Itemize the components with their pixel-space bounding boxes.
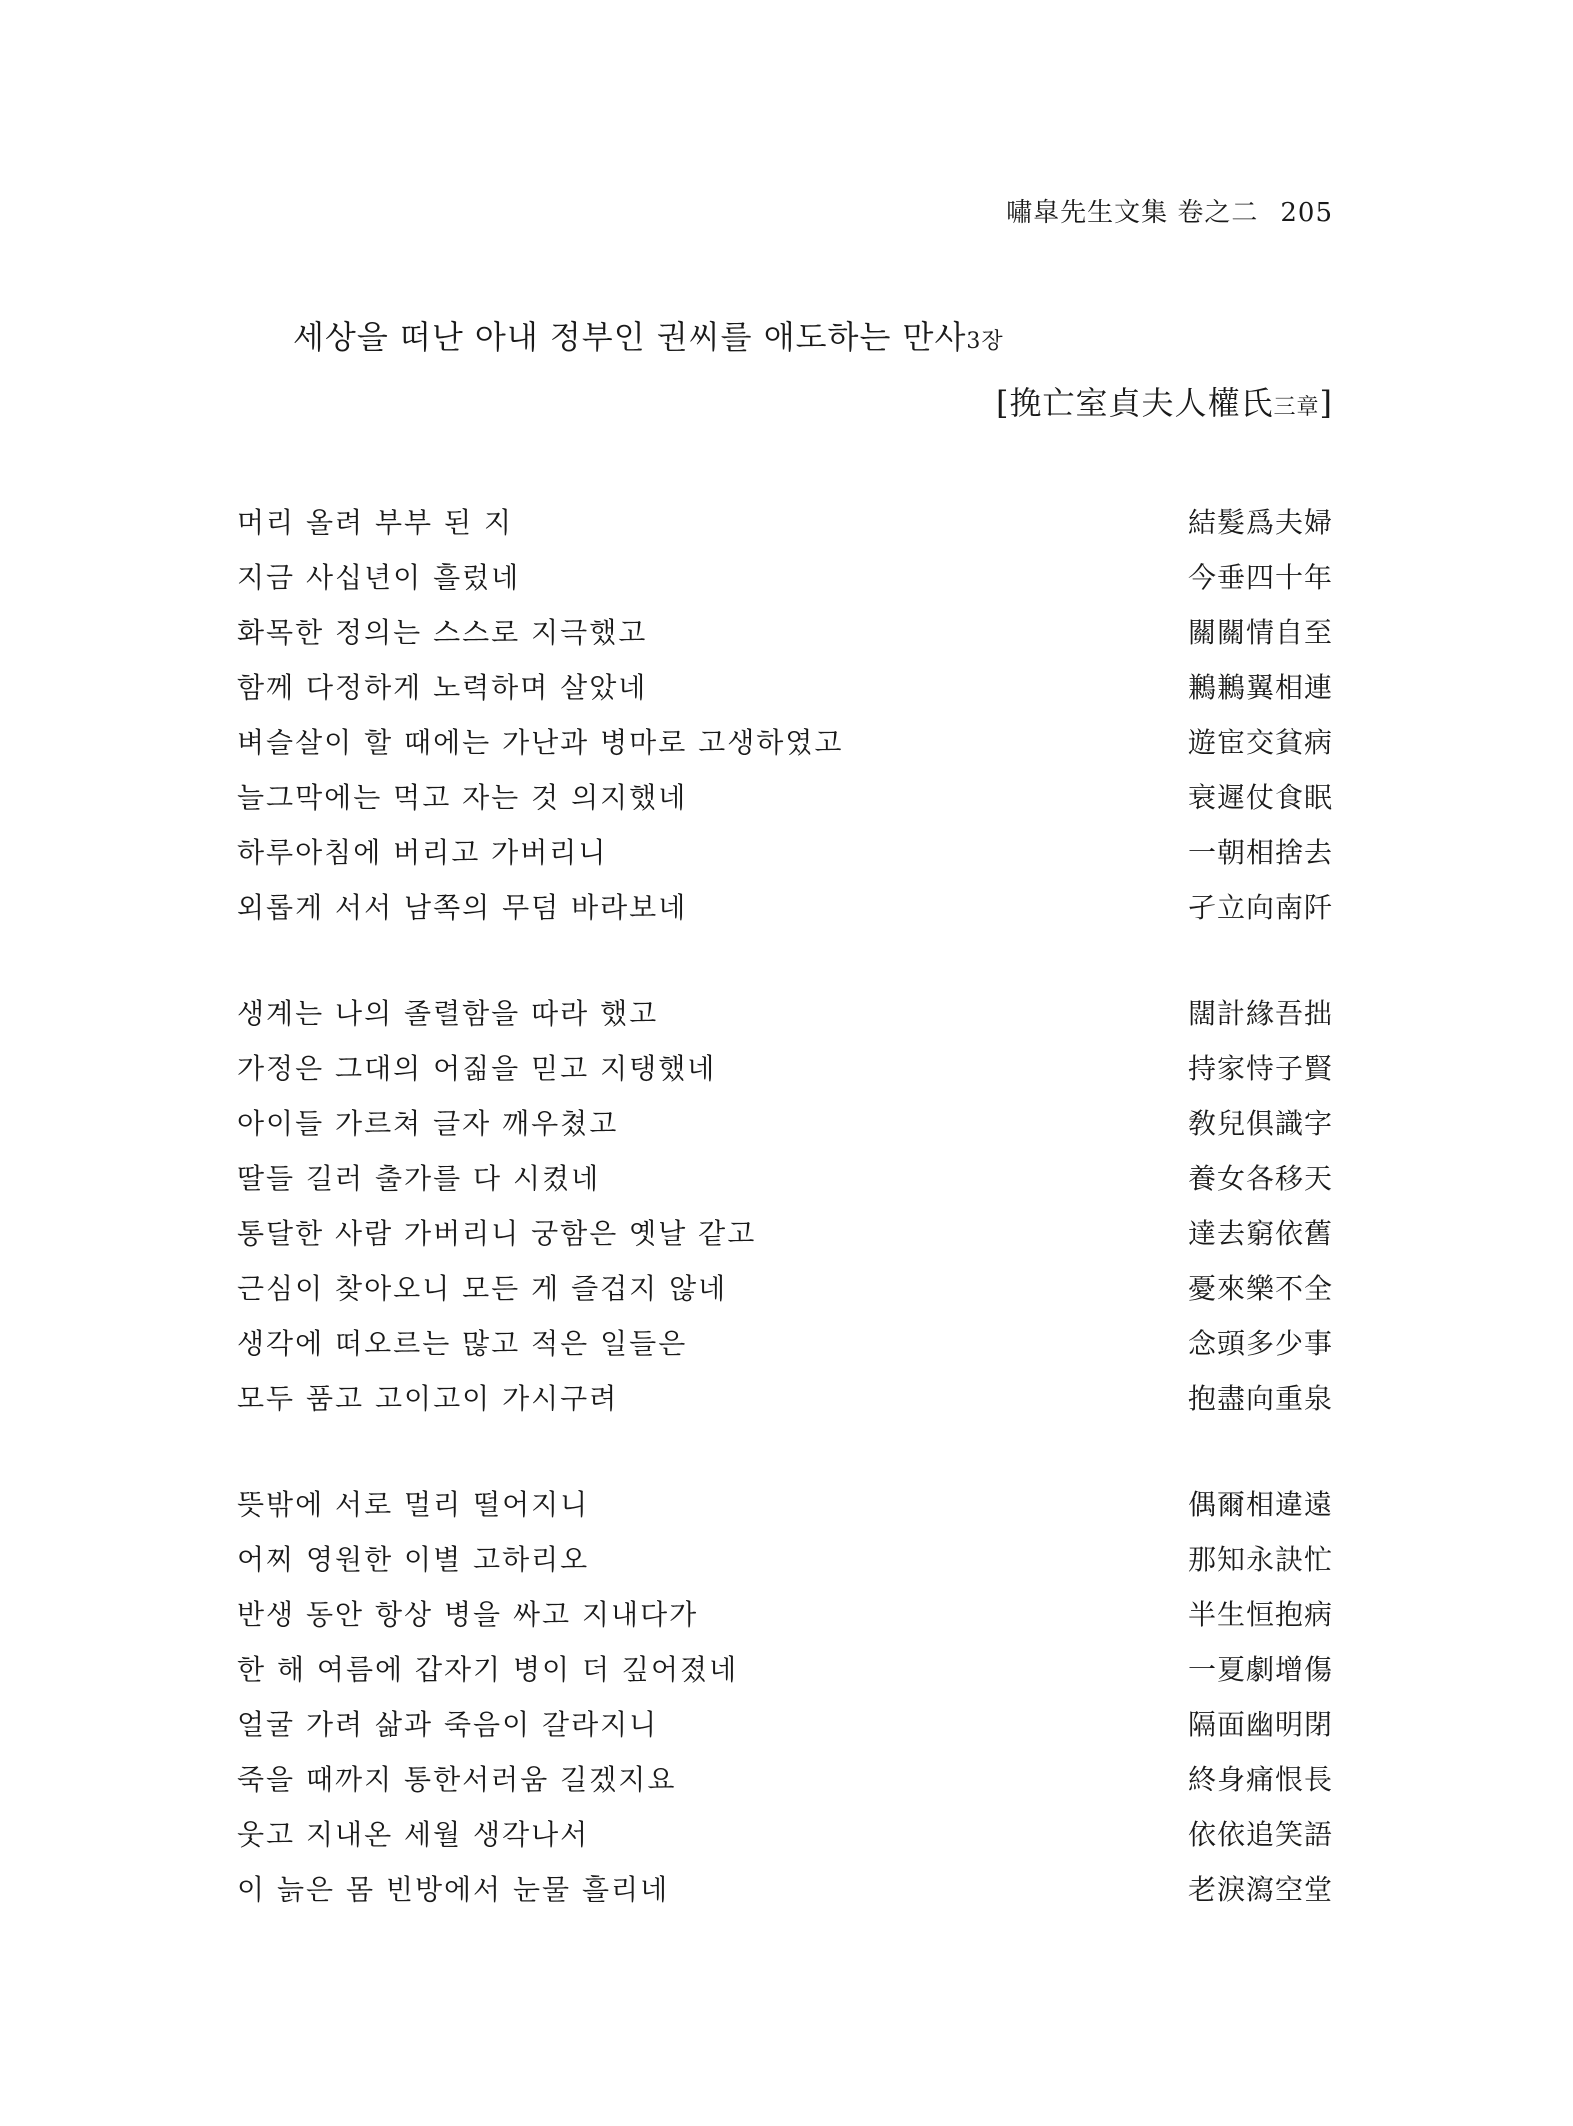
verse-line [237,558,1333,613]
poem-title-korean [293,312,1004,358]
verse-korean: 화목한 정의는 스스로 지극했고 [237,616,648,649]
verse-line [237,1485,1333,1540]
verse-korean: 반생 동안 항상 병을 싸고 지내다가 [237,1598,699,1631]
verse-line [237,1104,1333,1159]
verse-chinese: 結髮爲夫婦 [1187,506,1333,539]
verse-chinese: 孑立向南阡 [1187,891,1333,924]
verse-korean: 웃고 지내온 세월 생각나서 [237,1818,590,1851]
verse-korean: 이 늙은 몸 빈방에서 눈물 흘리네 [237,1873,670,1906]
verse-korean: 뜻밖에 서로 멀리 떨어지니 [237,1488,590,1521]
verse-chinese: 鶼鶼翼相連 [1187,671,1333,704]
verse-line [237,778,1333,833]
verse-chinese: 關關情自至 [1187,616,1333,649]
verse-chinese: 敎兒俱識字 [1187,1107,1333,1140]
poem-title-chinese-open: [挽亡室貞夫人權氏 [996,384,1274,422]
verse-line [237,1870,1333,1925]
stanza-2 [237,994,1333,1434]
verse-korean: 하루아침에 버리고 가버리니 [237,836,608,869]
verse-korean: 생각에 떠오르는 많고 적은 일들은 [237,1327,688,1360]
verse-line [237,1269,1333,1324]
poem-title-chinese-close: ] [1319,384,1333,422]
verse-line [237,1760,1333,1815]
verse-line [237,1159,1333,1214]
verse-line [237,833,1333,888]
verse-line [237,994,1333,1049]
verse-chinese: 衰遲仗食眠 [1187,781,1333,814]
verse-line [237,1650,1333,1705]
verse-line [237,1705,1333,1760]
verse-korean: 한 해 여름에 갑자기 병이 더 깊어졌네 [237,1653,739,1686]
verse-chinese: 老淚瀉空堂 [1187,1873,1333,1906]
verse-korean: 지금 사십년이 흘렀네 [237,561,521,594]
verse-chinese: 今垂四十年 [1187,561,1333,594]
verse-chinese: 偶爾相違遠 [1187,1488,1333,1521]
verse-chinese: 終身痛恨長 [1187,1763,1333,1796]
verse-chinese: 一夏劇增傷 [1187,1653,1333,1686]
stanza-3 [237,1485,1333,1925]
verse-korean: 함께 다정하게 노력하며 살았네 [237,671,648,704]
verse-korean: 딸들 길러 출가를 다 시켰네 [237,1162,601,1195]
verse-line [237,888,1333,943]
verse-korean: 생계는 나의 졸렬함을 따라 했고 [237,997,659,1030]
verse-korean: 얼굴 가려 삶과 죽음이 갈라지니 [237,1708,659,1741]
verse-chinese: 闊計緣吾拙 [1187,997,1333,1030]
page-number: 205 [1280,198,1333,228]
poem-title-korean-text: 세상을 떠난 아내 정부인 권씨를 애도하는 만사 [293,318,967,356]
verse-line [237,1049,1333,1104]
verse-line [237,723,1333,778]
verse-korean: 가정은 그대의 어짊을 믿고 지탱했네 [237,1052,717,1085]
stanza-1 [237,503,1333,943]
verse-line [237,1214,1333,1269]
verse-chinese: 一朝相捨去 [1187,836,1333,869]
verse-line [237,1324,1333,1379]
verse-korean: 외롭게 서서 남쪽의 무덤 바라보네 [237,891,688,924]
verse-korean: 벼슬살이 할 때에는 가난과 병마로 고생하였고 [237,726,844,759]
book-title: 嘯皐先生文集 卷之二 [1006,198,1259,228]
verse-korean: 늘그막에는 먹고 자는 것 의지했네 [237,781,688,814]
poem-title-korean-suffix: 3장 [966,329,1004,354]
verse-korean: 어찌 영원한 이별 고하리오 [237,1543,590,1576]
verse-line [237,1540,1333,1595]
verse-chinese: 憂來樂不全 [1187,1272,1333,1305]
verse-line [237,1815,1333,1870]
verse-chinese: 那知永訣忙 [1187,1543,1333,1576]
verse-chinese: 念頭多少事 [1187,1327,1333,1360]
verse-chinese: 養女各移天 [1187,1162,1333,1195]
running-header [1006,192,1333,229]
verse-line [237,668,1333,723]
poem-title-chinese-suffix: 三章 [1273,395,1320,420]
verse-chinese: 隔面幽明閉 [1187,1708,1333,1741]
verse-chinese: 依依追笑語 [1187,1818,1333,1851]
verse-korean: 머리 올려 부부 된 지 [237,506,513,539]
verse-korean: 근심이 찾아오니 모든 게 즐겁지 않네 [237,1272,728,1305]
verse-line [237,613,1333,668]
verse-line [237,1379,1333,1434]
verse-line [237,503,1333,558]
poem-title-chinese [996,378,1333,424]
verse-chinese: 達去窮依舊 [1187,1217,1333,1250]
verse-chinese: 遊宦交貧病 [1187,726,1333,759]
verse-chinese: 抱盡向重泉 [1187,1382,1333,1415]
verse-korean: 통달한 사람 가버리니 궁함은 옛날 같고 [237,1217,757,1250]
verse-korean: 모두 품고 고이고이 가시구려 [237,1382,619,1415]
verse-chinese: 半生恒抱病 [1187,1598,1333,1631]
verse-korean: 죽을 때까지 통한서러움 길겠지요 [237,1763,677,1796]
verse-chinese: 持家恃子賢 [1187,1052,1333,1085]
verse-line [237,1595,1333,1650]
verse-korean: 아이들 가르쳐 글자 깨우쳤고 [237,1107,619,1140]
